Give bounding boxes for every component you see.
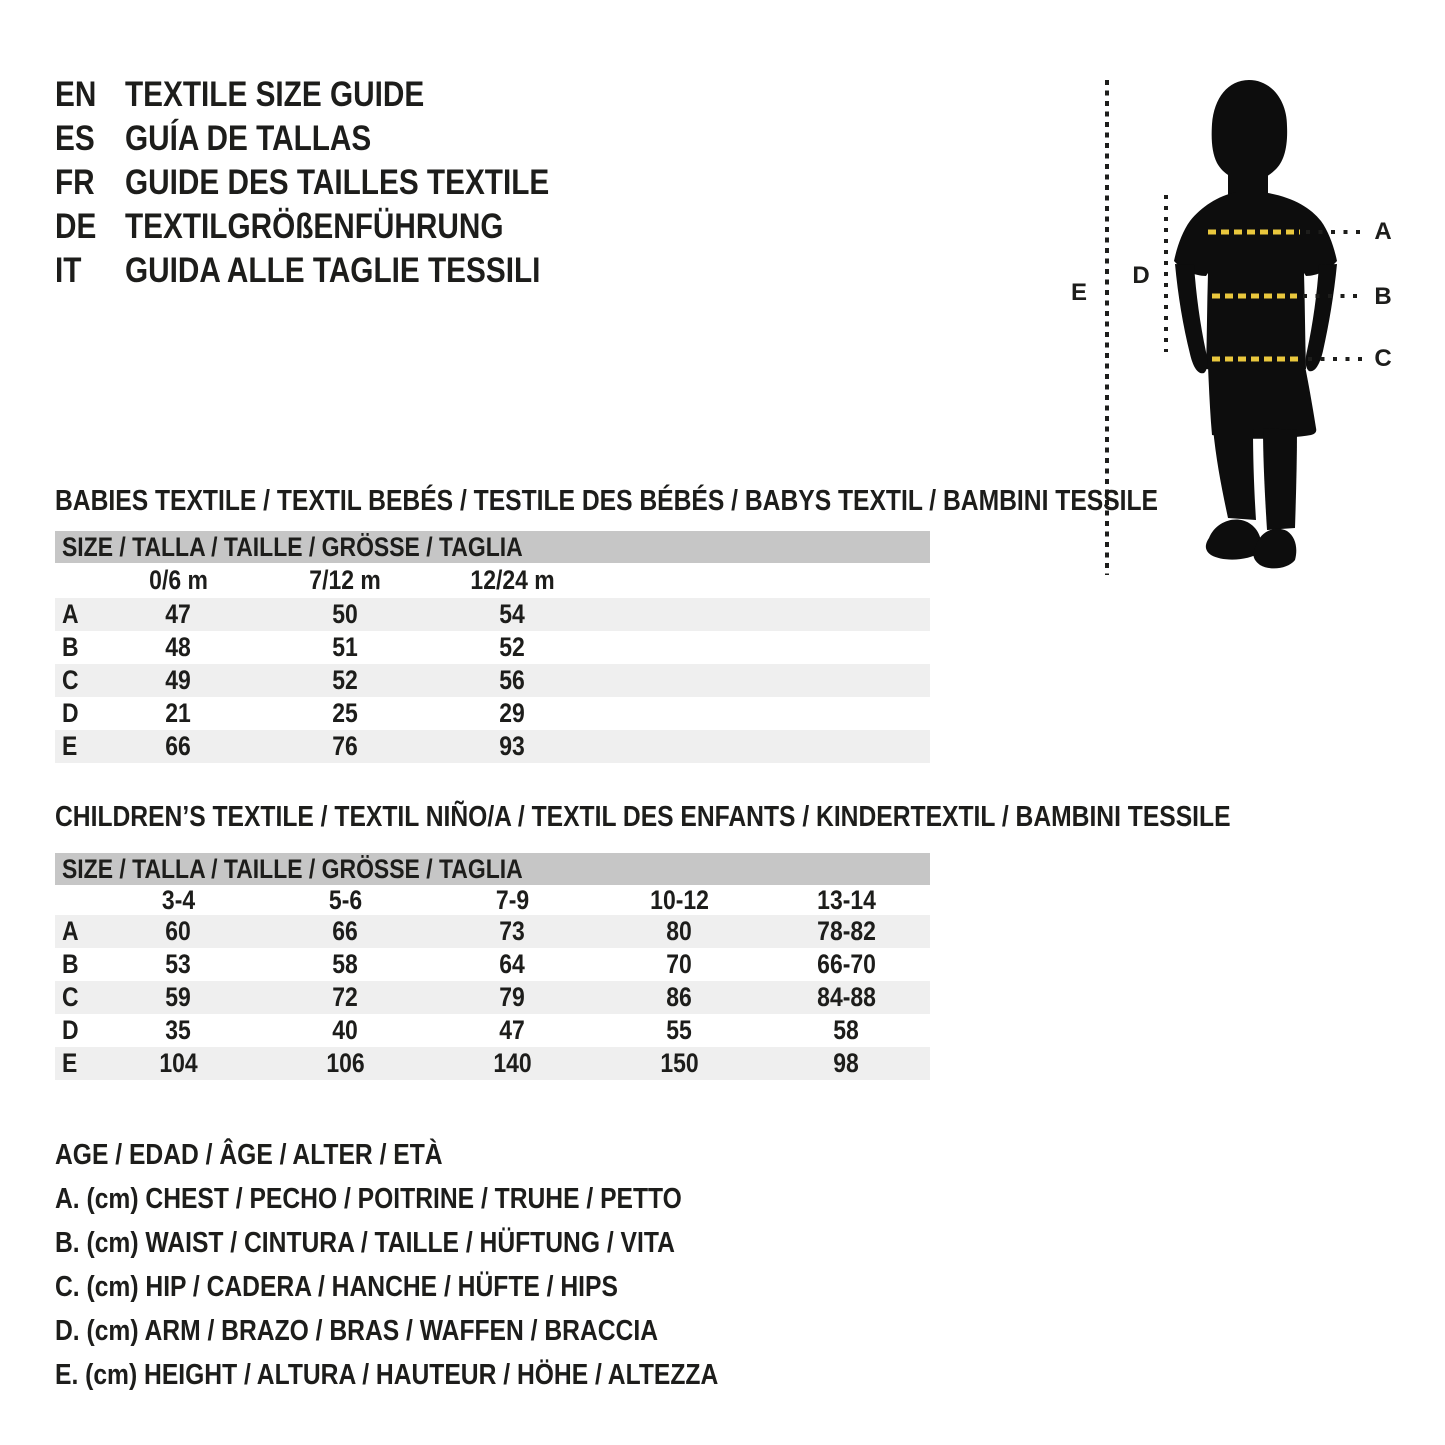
babies-section-title: BABIES TEXTILE / TEXTIL BEBÉS / TESTILE DES BÉBÉS / BABYS TEXTIL / BAMBINI TESSILE [55,485,1159,517]
row-label: E [62,731,78,761]
table-cell: 51 [332,632,359,662]
table-cell: 104 [159,1048,198,1078]
language-row [55,117,624,161]
table-row [55,730,930,763]
table-cell: 79 [499,982,526,1012]
table-cell: 48 [165,632,192,662]
legend-line: E. (cm) HEIGHT / ALTURA / HAUTEUR / HÖHE / ALTEZZA [55,1358,719,1391]
marker-label-arm: D [1132,262,1150,289]
table-cell: 40 [332,1015,359,1045]
row-label: C [62,982,79,1012]
table-row [55,1014,930,1047]
language-row [55,161,624,205]
table-cell: 25 [332,698,359,728]
table-cell: 35 [165,1015,192,1045]
language-code: IT [55,251,82,290]
table-cell: 66-70 [817,949,876,979]
table-cell: 59 [165,982,192,1012]
table-cell: 93 [499,731,526,761]
legend-line: D. (cm) ARM / BRAZO / BRAS / WAFFEN / BRACCIA [55,1314,659,1347]
row-label: B [62,949,79,979]
table-cell: 47 [499,1015,526,1045]
table-row [55,948,930,981]
language-row [55,73,624,117]
legend-line: A. (cm) CHEST / PECHO / POITRINE / TRUHE / PETTO [55,1182,682,1215]
language-title-block [55,73,624,293]
table-cell: 58 [833,1015,860,1045]
guide-title: TEXTILGRÖßENFÜHRUNG [125,207,504,246]
table-row [55,915,930,948]
guide-title: GUIDA ALLE TAGLIE TESSILI [125,251,541,290]
row-label: C [62,665,79,695]
column-header: 7/12 m [309,565,382,595]
table-cell: 72 [332,982,359,1012]
marker-label-chest: A [1374,218,1392,245]
table-cell: 52 [332,665,359,695]
guide-title: GUÍA DE TALLAS [125,119,372,158]
row-label: D [62,698,79,728]
table-cell: 76 [332,731,359,761]
table-cell: 50 [332,599,359,629]
row-label: E [62,1048,78,1078]
row-label: D [62,1015,79,1045]
table-cell: 52 [499,632,526,662]
table-cell: 106 [326,1048,365,1078]
babies-size-table [55,531,930,763]
table-cell: 54 [499,599,526,629]
table-row [55,631,930,664]
table-cell: 64 [499,949,526,979]
language-code: EN [55,75,97,114]
table-cell: 29 [499,698,526,728]
language-code: FR [55,163,95,202]
table-cell: 49 [165,665,192,695]
language-code: ES [55,119,95,158]
row-label: A [62,599,79,629]
table-row [55,981,930,1014]
children-section-title: CHILDREN’S TEXTILE / TEXTIL NIÑO/A / TEXTIL DES ENFANTS / KINDERTEXTIL / BAMBINI TESSILE [55,801,1231,833]
column-header-row [55,885,930,915]
table-cell: 66 [165,731,192,761]
row-label: B [62,632,79,662]
table-cell: 86 [666,982,693,1012]
language-row [55,249,624,293]
marker-label-waist: B [1374,283,1392,310]
marker-label-height: E [1070,279,1087,306]
column-header: 3-4 [161,884,196,915]
table-cell: 140 [493,1048,532,1078]
table-cell: 98 [833,1048,860,1078]
table-cell: 73 [499,916,526,946]
table-cell: 53 [165,949,192,979]
column-header: 12/24 m [470,565,555,595]
column-header-row [55,563,930,598]
measurement-legend [55,1133,835,1397]
legend-line: B. (cm) WAIST / CINTURA / TAILLE / HÜFTUNG / VITA [55,1226,675,1259]
table-cell: 60 [165,916,192,946]
legend-line: C. (cm) HIP / CADERA / HANCHE / HÜFTE / HIPS [55,1270,618,1303]
table-cell: 47 [165,599,192,629]
children-size-table [55,853,930,1080]
table-cell: 66 [332,916,359,946]
guide-title: TEXTILE SIZE GUIDE [125,75,425,114]
size-header-label: SIZE / TALLA / TAILLE / GRÖSSE / TAGLIA [62,853,523,884]
babies-table-body [55,563,930,763]
table-cell: 58 [332,949,359,979]
table-cell: 70 [666,949,693,979]
language-row [55,205,624,249]
table-cell: 56 [499,665,526,695]
row-label: A [62,916,79,946]
column-header: 5-6 [328,884,363,915]
table-row [55,1047,930,1080]
table-row [55,664,930,697]
size-header-bar [55,853,930,885]
table-row [55,697,930,730]
table-row [55,598,930,631]
table-cell: 80 [666,916,693,946]
column-header: 0/6 m [149,565,208,595]
table-cell: 78-82 [817,916,876,946]
language-code: DE [55,207,97,246]
size-header-bar [55,531,930,563]
guide-title: GUIDE DES TAILLES TEXTILE [125,163,550,202]
legend-line: AGE / EDAD / ÂGE / ALTER / ETÀ [55,1138,443,1171]
column-header: 10-12 [650,884,709,915]
column-header: 13-14 [817,884,876,915]
table-cell: 55 [666,1015,693,1045]
marker-label-hip: C [1374,345,1392,372]
table-cell: 150 [660,1048,699,1078]
children-table-body [55,885,930,1080]
size-header-label: SIZE / TALLA / TAILLE / GRÖSSE / TAGLIA [62,531,523,562]
table-cell: 21 [165,698,192,728]
column-header: 7-9 [495,884,530,915]
table-cell: 84-88 [817,982,876,1012]
